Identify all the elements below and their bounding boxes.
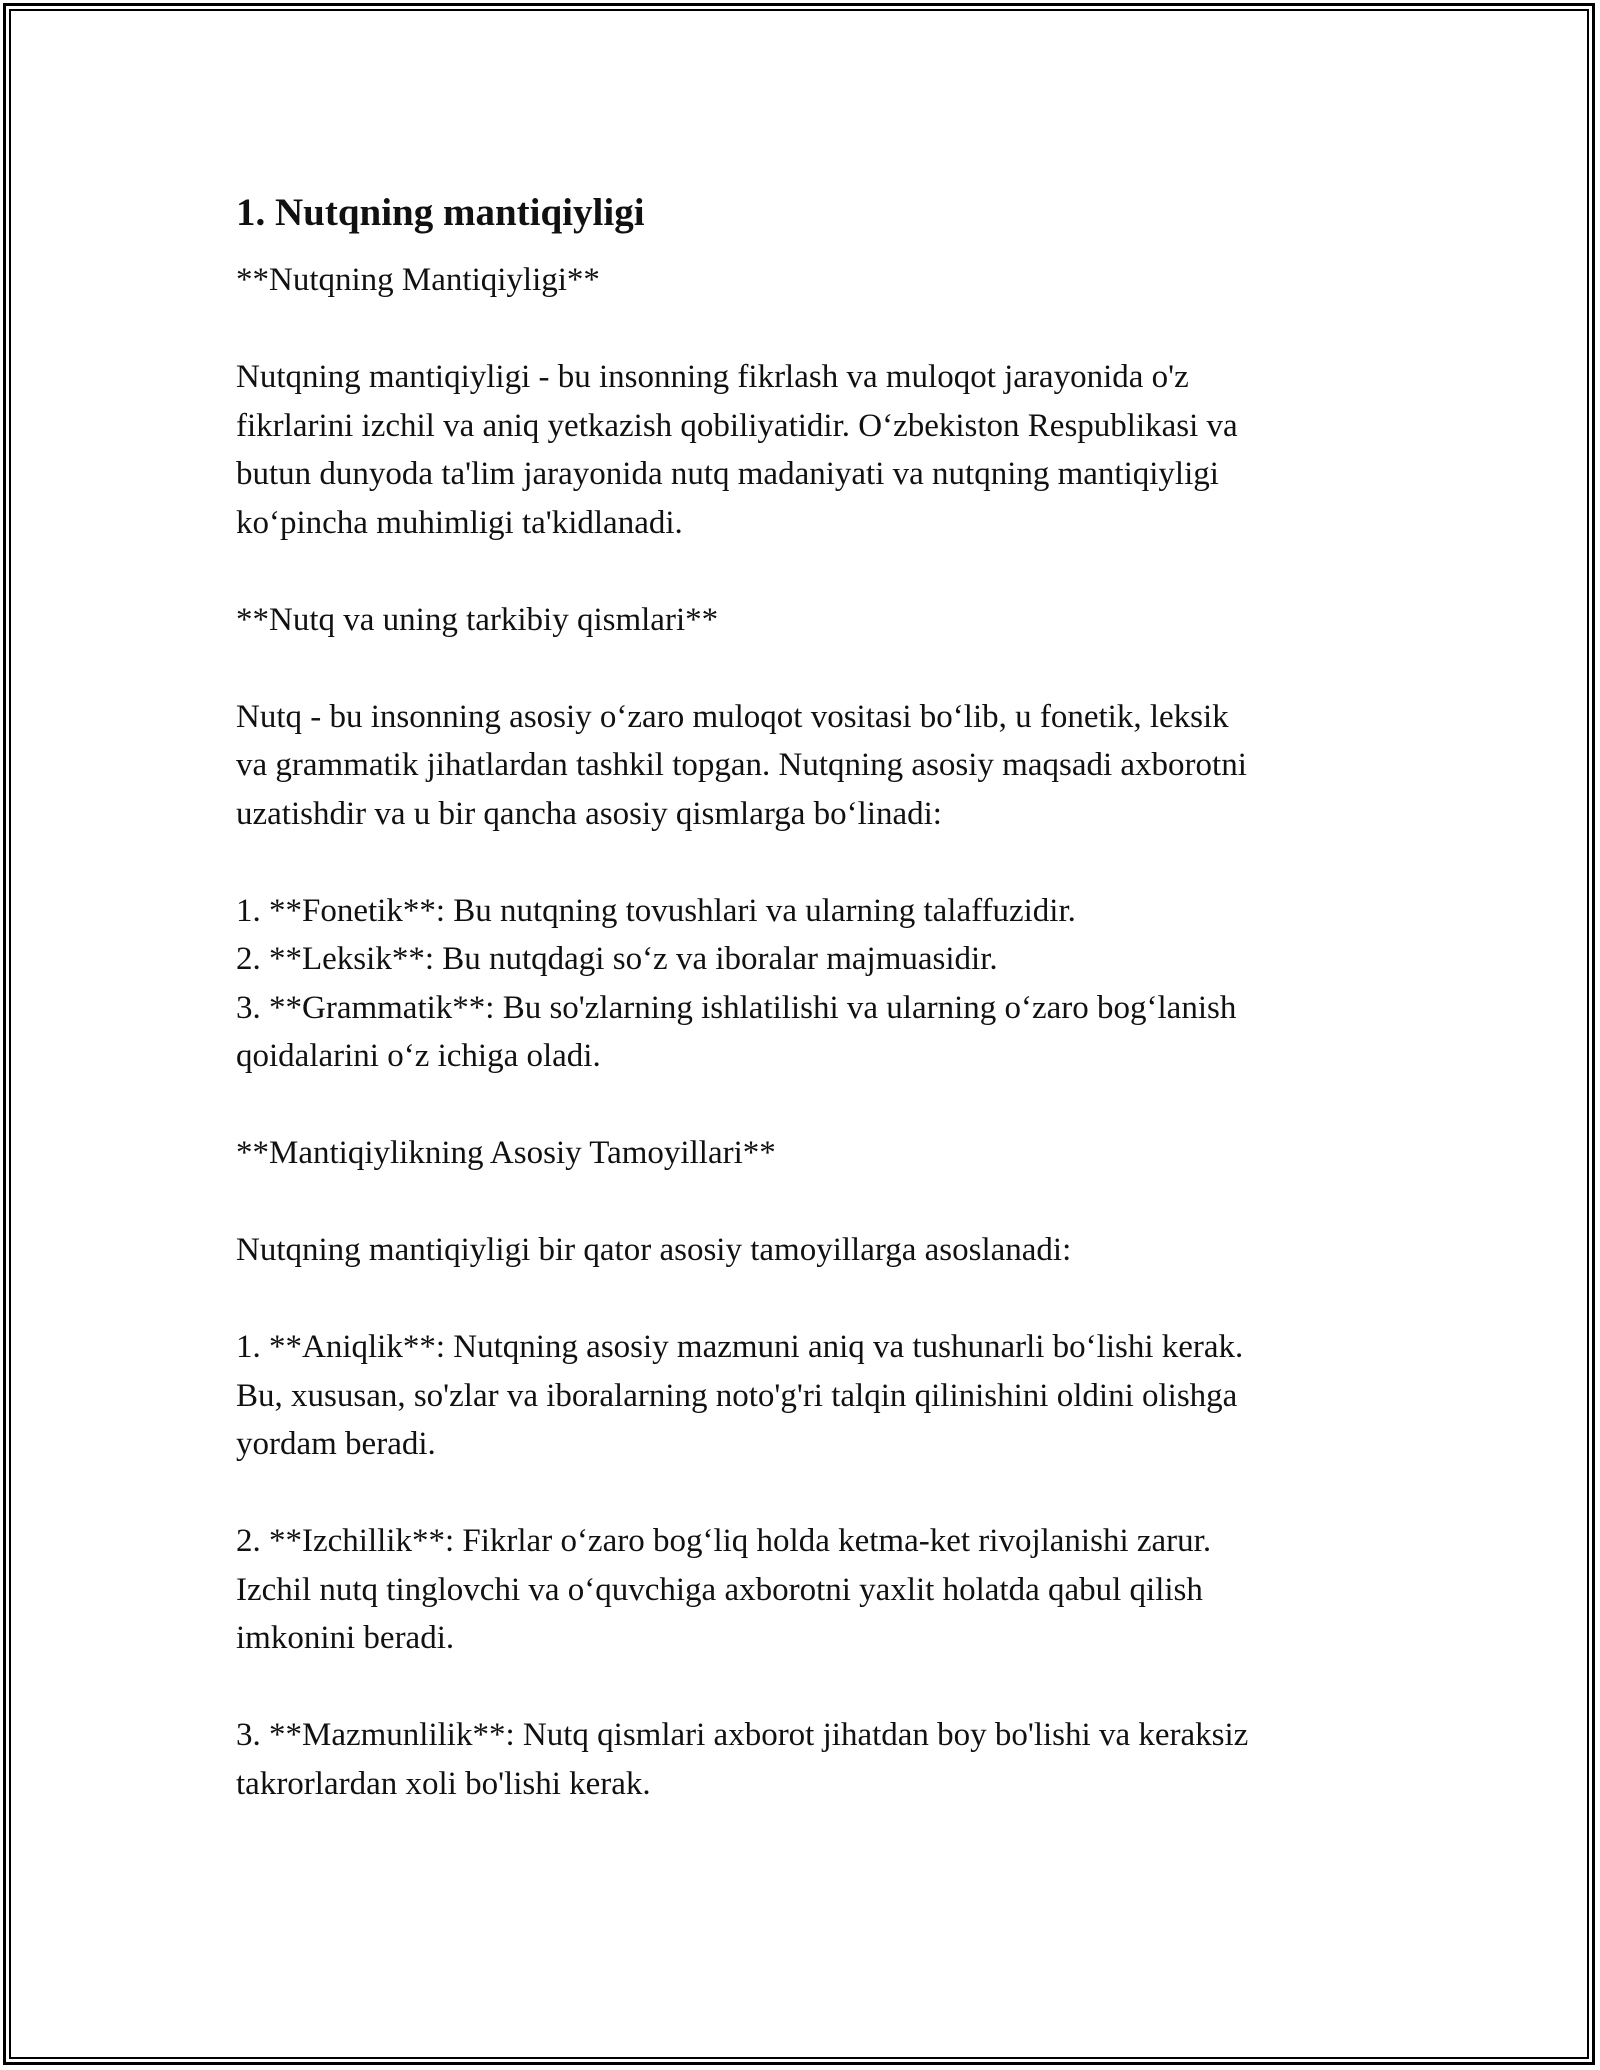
text-line: 2. **Izchillik**: Fikrlar o‘zaro bog‘liq holda ketma-ket rivojlanishi zarur. bbox=[236, 1523, 1212, 1559]
text-line: Nutqning mantiqiyligi bir qator asosiy tamoyillarga asoslanadi: bbox=[236, 1232, 1072, 1268]
text-line: fikrlarini izchil va aniq yetkazish qobiliyatidir. O‘zbekiston Respublikasi va bbox=[236, 407, 1238, 444]
text-line: 3. **Grammatik**: Bu so'zlarning ishlatilishi va ularning o‘zaro bog‘lanish bbox=[236, 989, 1237, 1026]
text-line: Izchil nutq tinglovchi va o‘quvchiga axborotni yaxlit holatda qabul qilish bbox=[236, 1571, 1203, 1608]
text-line: uzatishdir va u bir qancha asosiy qismlarga bo‘linadi: bbox=[236, 795, 942, 832]
document-text bbox=[236, 256, 1376, 1808]
blank-line bbox=[236, 547, 1376, 596]
text-line: **Nutqning Mantiqiyligi** bbox=[236, 262, 600, 298]
blank-line bbox=[236, 305, 1376, 354]
document-title: 1. Nutqning mantiqiyligi bbox=[236, 191, 645, 234]
text-line: 1. **Fonetik**: Bu nutqning tovushlari va ularning talaffuzidir. bbox=[236, 892, 1076, 929]
text-line: 3. **Mazmunlilik**: Nutq qismlari axborot jihatdan boy bo'lishi va keraksiz bbox=[236, 1717, 1249, 1753]
text-line: **Nutq va uning tarkibiy qismlari** bbox=[236, 601, 719, 638]
blank-line bbox=[236, 1178, 1376, 1227]
text-line: imkonini beradi. bbox=[236, 1620, 455, 1656]
blank-line bbox=[236, 644, 1376, 693]
text-line: 2. **Leksik**: Bu nutqdagi so‘z va iboralar majmuasidir. bbox=[236, 941, 998, 977]
text-line: Nutq - bu insonning asosiy o‘zaro muloqot vositasi bo‘lib, u fonetik, leksik bbox=[236, 698, 1229, 735]
text-line: **Mantiqiylikning Asosiy Tamoyillari** bbox=[236, 1135, 776, 1171]
blank-line bbox=[236, 838, 1376, 887]
blank-line bbox=[236, 1663, 1376, 1712]
text-line: ko‘pincha muhimligi ta'kidlanadi. bbox=[236, 504, 683, 541]
text-line: takrorlardan xoli bo'lishi kerak. bbox=[236, 1765, 651, 1802]
text-line: butun dunyoda ta'lim jarayonida nutq madaniyati va nutqning mantiqiyligi bbox=[236, 456, 1219, 492]
text-line: Bu, xususan, so'zlar va iboralarning noto'g'ri talqin qilinishini oldini olishga bbox=[236, 1377, 1238, 1414]
text-line: va grammatik jihatlardan tashkil topgan. Nutqning asosiy maqsadi axborotni bbox=[236, 747, 1247, 783]
blank-line bbox=[236, 1275, 1376, 1324]
document-body bbox=[236, 186, 1376, 1808]
blank-line bbox=[236, 1081, 1376, 1130]
blank-line bbox=[236, 1469, 1376, 1518]
text-line: yordam beradi. bbox=[236, 1426, 436, 1462]
text-line: Nutqning mantiqiyligi - bu insonning fikrlash va muloqot jarayonida o'z bbox=[236, 359, 1189, 395]
text-line: 1. **Aniqlik**: Nutqning asosiy mazmuni aniq va tushunarli bo‘lishi kerak. bbox=[236, 1329, 1244, 1365]
text-line: qoidalarini o‘z ichiga oladi. bbox=[236, 1038, 601, 1074]
